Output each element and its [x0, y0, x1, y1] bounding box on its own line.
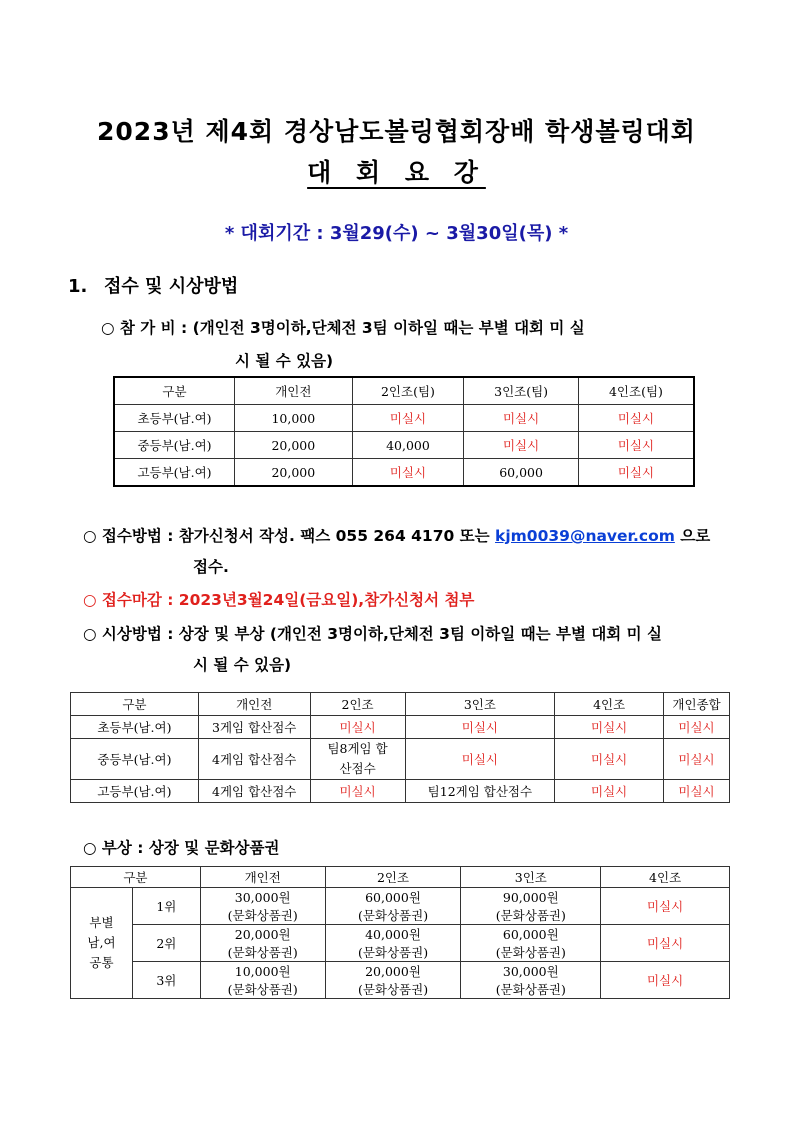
table-cell: 2인조 [310, 693, 405, 716]
table-cell: 팀8게임 합산점수 [310, 739, 405, 780]
table-row [71, 888, 730, 907]
table-cell: 3게임 합산점수 [198, 716, 310, 739]
table-cell: 중등부(남.여) [114, 432, 235, 459]
table-cell: 60,000 [464, 459, 579, 487]
table-cell: 20,000 [235, 459, 353, 487]
table-cell: 미실시 [310, 716, 405, 739]
table-cell: (문화상품권) [325, 943, 461, 962]
table-cell: 미실시 [405, 739, 555, 780]
awards-line-2: 시 될 수 있음) [193, 656, 292, 674]
table-cell: 미실시 [352, 459, 464, 487]
table-cell: 4인조 [601, 867, 730, 888]
fee-line-1: ○ 참 가 비 : (개인전 3명이하,단체전 3팀 이하일 때는 부별 대회 미 실 [101, 319, 585, 337]
table-cell: (문화상품권) [461, 906, 601, 925]
table-cell: (문화상품권) [325, 980, 461, 999]
table-header-row [71, 867, 730, 888]
table-cell: 초등부(남.여) [114, 405, 235, 432]
table-cell: 10,000원 [200, 962, 325, 981]
section-heading: 1. 접수 및 시상방법 [68, 276, 239, 297]
table-cell: 90,000원 [461, 888, 601, 907]
table-cell: 2위 [132, 925, 200, 962]
table-cell: 10,000 [235, 405, 353, 432]
table-row [114, 459, 694, 487]
table-cell: 4게임 합산점수 [198, 780, 310, 803]
table-cell: 20,000원 [325, 962, 461, 981]
table-cell: 1위 [132, 888, 200, 925]
table-cell: 30,000원 [200, 888, 325, 907]
table-cell: 개인전 [200, 867, 325, 888]
table-row [71, 962, 730, 981]
table-cell: 3위 [132, 962, 200, 999]
table-cell: 중등부(남.여) [71, 739, 199, 780]
page-subtitle: 대 회 요 강 [307, 158, 486, 187]
table-cell: 40,000 [352, 432, 464, 459]
deadline-line: ○ 접수마감 : 2023년3월24일(금요일),참가신청서 첨부 [83, 591, 475, 609]
table-cell: 미실시 [352, 405, 464, 432]
table-cell: 미실시 [601, 925, 730, 962]
table-row [71, 925, 730, 944]
table-cell: 구분 [114, 377, 235, 405]
table-cell: 구분 [71, 693, 199, 716]
table-cell: 20,000 [235, 432, 353, 459]
table-cell: 개인전 [235, 377, 353, 405]
table-cell: 미실시 [601, 888, 730, 925]
table-cell: 미실시 [578, 405, 694, 432]
table-cell: 3인조 [461, 867, 601, 888]
page-title: 2023년 제4회 경상남도볼링협회장배 학생볼링대회 [97, 117, 696, 146]
table-cell: 2인조 [325, 867, 461, 888]
table-cell: 미실시 [664, 780, 730, 803]
table-cell: 4인조(팀) [578, 377, 694, 405]
table-cell: (문화상품권) [200, 906, 325, 925]
table-cell: 미실시 [664, 716, 730, 739]
table-cell: 미실시 [555, 716, 664, 739]
table-row [71, 780, 730, 803]
table-cell: 고등부(남.여) [71, 780, 199, 803]
table-row [114, 405, 694, 432]
table-cell: 미실시 [578, 432, 694, 459]
table-cell: 60,000원 [325, 888, 461, 907]
prizes-line: ○ 부상 : 상장 및 문화상품권 [83, 839, 280, 857]
table-cell: 구분 [71, 867, 201, 888]
table-cell: 미실시 [664, 739, 730, 780]
table-cell: 미실시 [310, 780, 405, 803]
table-cell: 미실시 [405, 716, 555, 739]
table-cell: 3인조 [405, 693, 555, 716]
fee-line-2: 시 될 수 있음) [235, 352, 334, 370]
table-row [71, 716, 730, 739]
table-cell: 고등부(남.여) [114, 459, 235, 487]
table-cell: 40,000원 [325, 925, 461, 944]
table-cell: (문화상품권) [461, 980, 601, 999]
table-cell: (문화상품권) [461, 943, 601, 962]
prizes-table [70, 866, 730, 999]
email-link[interactable]: kjm0039@naver.com [495, 527, 675, 545]
table-cell: 60,000원 [461, 925, 601, 944]
table-cell: 초등부(남.여) [71, 716, 199, 739]
table-cell: 20,000원 [200, 925, 325, 944]
table-cell: 개인종합 [664, 693, 730, 716]
table-cell: 미실시 [555, 739, 664, 780]
awards-line-1: ○ 시상방법 : 상장 및 부상 (개인전 3명이하,단체전 3팀 이하일 때는 부별 대회 미 실 [83, 625, 663, 643]
table-cell: (문화상품권) [325, 906, 461, 925]
table-row [71, 739, 730, 780]
awards-table [70, 692, 730, 803]
table-cell: 미실시 [601, 962, 730, 999]
reception-line-2: 접수. [193, 558, 229, 576]
table-cell: 4인조 [555, 693, 664, 716]
table-cell: (문화상품권) [200, 943, 325, 962]
table-cell: 미실시 [555, 780, 664, 803]
table-header-row [114, 377, 694, 405]
table-row [114, 432, 694, 459]
fee-table [113, 376, 695, 487]
table-cell: 팀12게임 합산점수 [405, 780, 555, 803]
table-header-row [71, 693, 730, 716]
table-cell: 2인조(팀) [352, 377, 464, 405]
table-cell: 미실시 [464, 432, 579, 459]
table-cell: 4게임 합산점수 [198, 739, 310, 780]
event-period: * 대회기간 : 3월29(수) ~ 3월30일(목) * [224, 223, 569, 244]
group-label: 부별 남,여 공통 [71, 888, 133, 999]
table-cell: (문화상품권) [200, 980, 325, 999]
table-cell: 30,000원 [461, 962, 601, 981]
reception-line-1: ○ 접수방법 : 참가신청서 작성. 팩스 055 264 4170 또는 kjm0039@naver.com 으로 [83, 527, 711, 545]
table-cell: 개인전 [198, 693, 310, 716]
table-cell: 미실시 [464, 405, 579, 432]
table-cell: 3인조(팀) [464, 377, 579, 405]
table-cell: 미실시 [578, 459, 694, 487]
